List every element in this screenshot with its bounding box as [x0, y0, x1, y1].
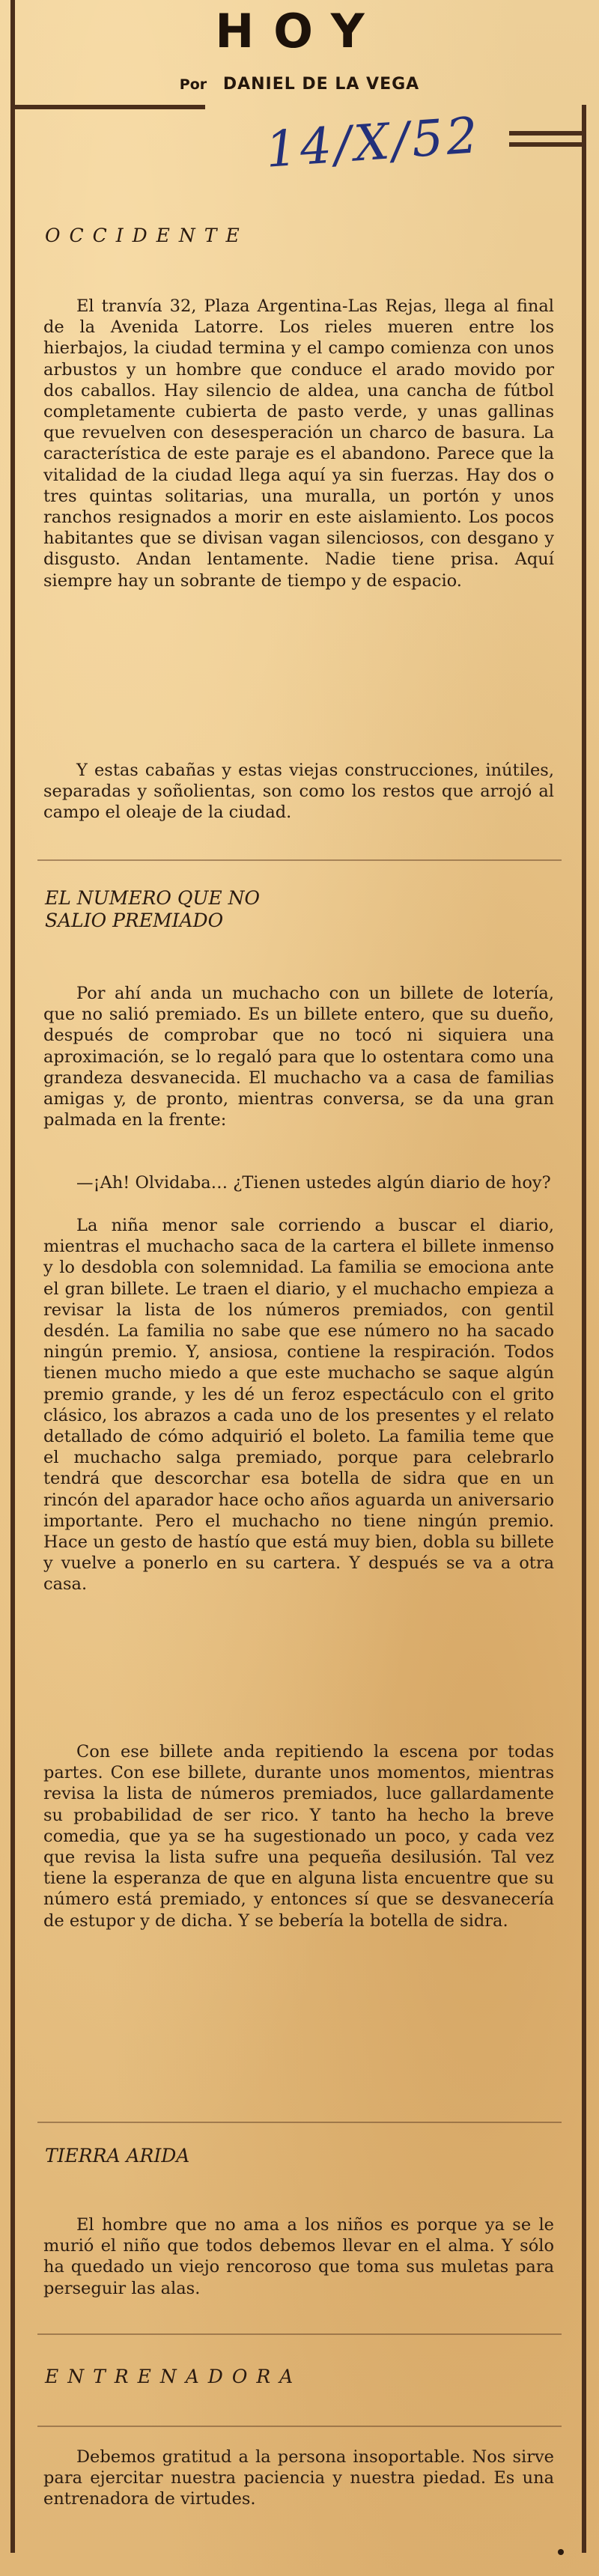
- byline: [0, 75, 599, 94]
- header-rule-left: [10, 105, 205, 109]
- section-paragraph: El tranvía 32, Plaza Argentina-Las Rejas, llega al final de la Avenida Latorre. Los rieles mueren entre los hierbajos, la ciudad termina y el campo comienza con unos arbustos y un hombre que conduce el arado movido por dos caballos. Hay silencio de aldea, una cancha de fútbol completamente cubierta de pasto verde, y unas gallinas que revuelven con desesperación un charco de basura. La característica de este paraje es el abandono. Parece que la vitalidad de la ciudad llega aquí ya sin fuerzas. Hay dos o tres quintas solitarias, una muralla, un portón y unos ranchos resignados a morir en este aislamiento. Los pocos habitantes que se divisan vagan silenciosos, con desgano y disgusto. Andan lentamente. Nadie tiene prisa. Aquí siempre hay un sobrante de tiempo y de espacio.: [43, 296, 554, 591]
- frame-border-right: [582, 105, 586, 2553]
- end-mark: [558, 2549, 564, 2555]
- section-divider: [37, 2333, 562, 2335]
- header-rule-right-upper: [509, 131, 586, 136]
- section-paragraph: La niña menor sale corriendo a buscar el diario, mientras el muchacho saca de la cartera el billete inmenso y lo desdobla con solemnidad. La familia se emociona ante el gran billete. Le traen el diario, y el muchacho empieza a revisar la lista de los números premiados, con gentil desdén. La familia no sabe que ese número no ha sacado ningún premio. Y, ansiosa, contiene la respiración. Todos tienen mucho miedo a que este muchacho se saque algún premio grande, y les dé un feroz espectáculo con el grito clásico, los abrazos a cada uno de los presentes y el relato detallado de cómo adquirió el boleto. La familia teme que el muchacho salga premiado, porque para celebrarlo tendrá que descorchar esa botella de sidra que en un rincón del aparador hace ocho años aguarda un aniversario importante. Pero el muchacho no tiene ningún premio. Hace un gesto de hastío que está muy bien, dobla su billete y vuelve a ponerlo en su cartera. Y después se va a otra casa.: [43, 1216, 554, 1595]
- section-paragraph: Con ese billete anda repitiendo la escena por todas partes. Con ese billete, durante unos momentos, mientras revisa la lista de números premiados, luce gallardamente su probabilidad de ser rico. Y tanto ha hecho la breve comedia, que ya se ha sugestionado un poco, y cada vez que revisa la lista sufre una pequeña desilusión. Tal vez tiene la esperanza de que en alguna lista encuentre que su número está premiado, y entonces sí que se desvanecería de estupor y de dicha. Y se bebería la botella de sidra.: [43, 1742, 554, 1931]
- section-paragraph: Debemos gratitud a la persona insoportable. Nos sirve para ejercitar nuestra paciencia y nuestra piedad. Es una entrenadora de virtudes.: [43, 2447, 554, 2509]
- section-divider: [37, 2122, 562, 2123]
- section-paragraph: El hombre que no ama a los niños es porque ya se le murió el niño que todos debemos llevar en el alma. Y sólo ha quedado un viejo rencoroso que toma sus muletas para perseguir las alas.: [43, 2215, 554, 2298]
- section-paragraph: —¡Ah! Olvidaba… ¿Tienen ustedes algún diario de hoy?: [76, 1173, 551, 1193]
- section-heading-numero-line1: EL NUMERO QUE NO: [45, 887, 260, 909]
- byline-prefix: Por: [179, 76, 207, 93]
- section-heading-tierra-arida: TIERRA ARIDA: [45, 2145, 190, 2167]
- section-paragraph: Y estas cabañas y estas viejas construcciones, inútiles, separadas y soñolientas, son como los restos que arrojó al campo el oleaje de la ciudad.: [43, 761, 554, 823]
- section-divider: [37, 2426, 562, 2427]
- section-divider: [37, 859, 562, 861]
- frame-border-left: [10, 105, 15, 2553]
- handwritten-date: 14/X/52: [264, 106, 483, 179]
- section-heading-occidente: OCCIDENTE: [45, 225, 249, 246]
- section-heading-entrenadora: ENTRENADORA: [45, 2366, 302, 2387]
- column-title: HOY: [215, 4, 384, 58]
- section-paragraph: Por ahí anda un muchacho con un billete de lotería, que no salió premiado. Es un billete entero, que su dueño, después de comprobar que no tocó ni siquiera una aproximación, se lo regaló para que lo ostentara como una grandeza desvanecida. El muchacho va a casa de familias amigas y, de pronto, mientras conversa, se da una gran palmada en la frente:: [43, 984, 554, 1130]
- author-name: DANIEL DE LA VEGA: [222, 75, 420, 94]
- section-heading-numero-line2: SALIO PREMIADO: [45, 910, 224, 931]
